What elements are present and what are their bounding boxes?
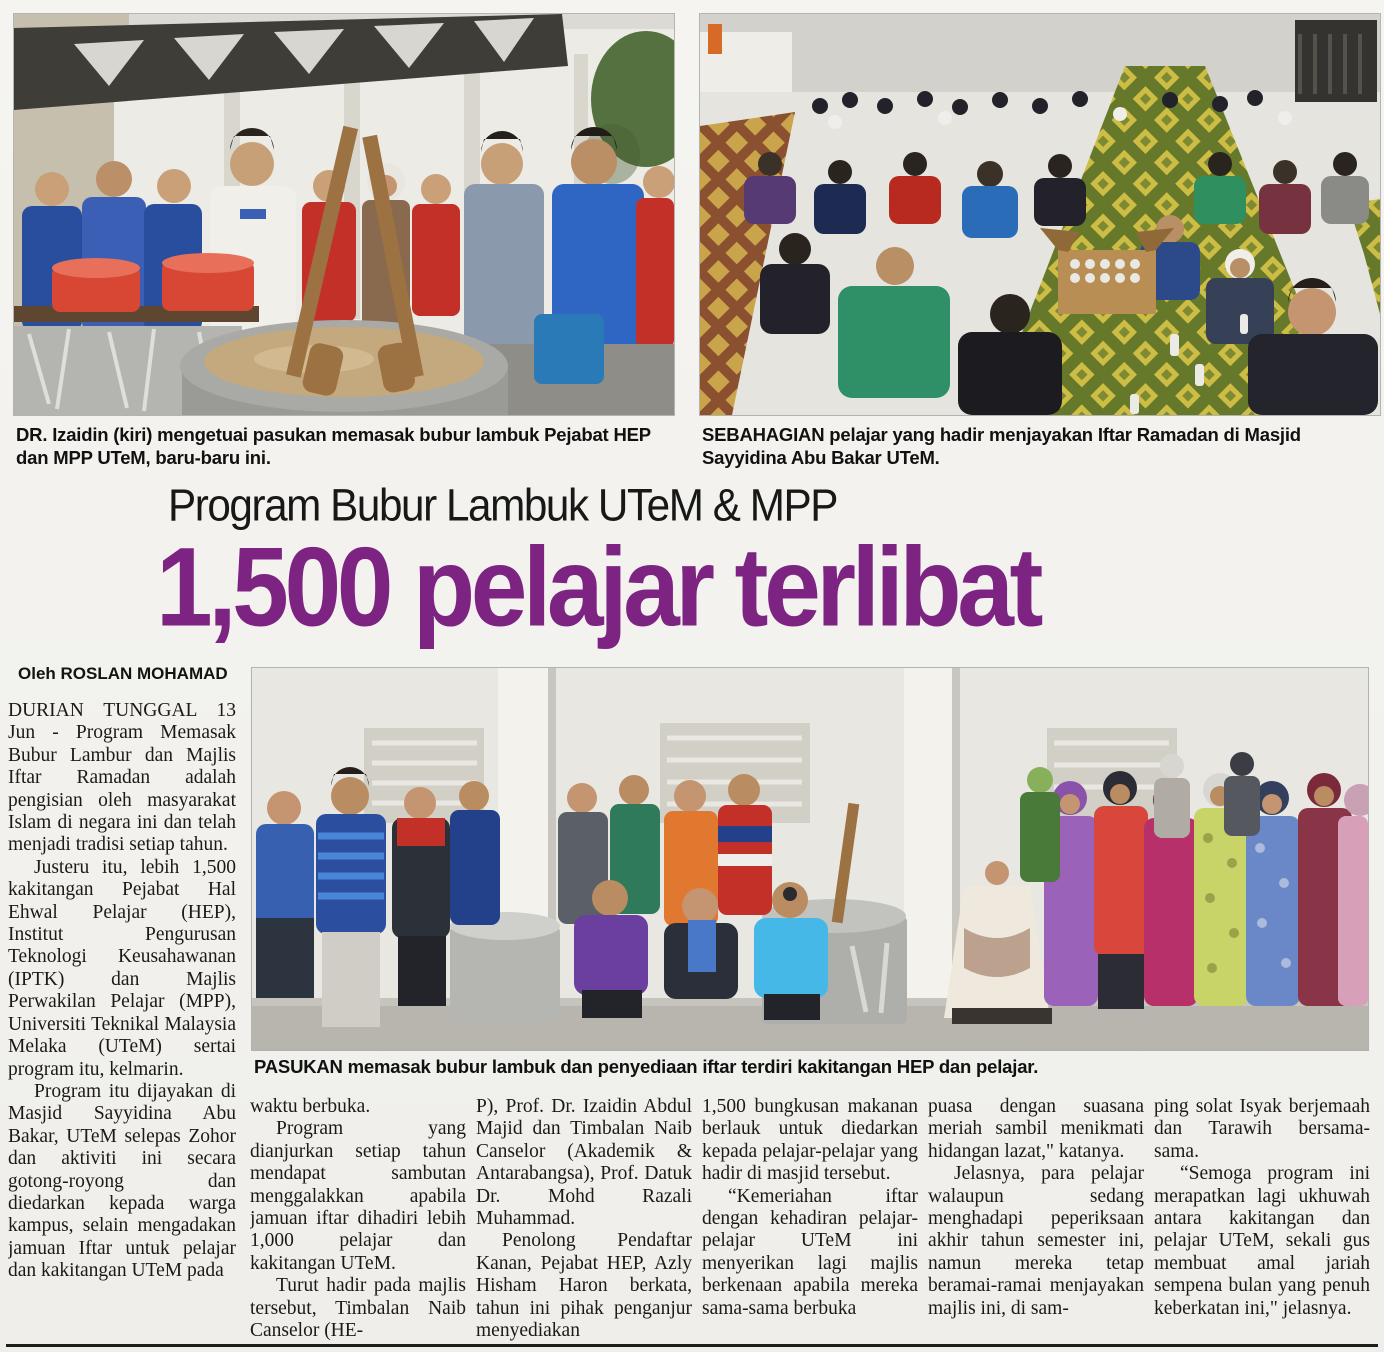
paragraph: Penolong Pendaftar Kanan, Pejabat HEP, Azly Hisham Haron berkata, tahun ini pihak penganjur menyediakan	[476, 1230, 692, 1342]
photo-caption-left: DR. Izaidin (kiri) mengetuai pasukan memasak bubur lambuk Pejabat HEP dan MPP UTeM, baru-baru ini.	[16, 424, 651, 468]
photo-iftar-crowd	[700, 14, 1380, 415]
photo-group-team-art	[252, 668, 1368, 1050]
headline-kicker: Program Bubur Lambuk UTeM & MPP	[168, 480, 838, 531]
paragraph: 1,500 bungkusan makanan berlauk untuk diedarkan kepada pelajar-pelajar yang hadir di masjid tersebut.	[702, 1096, 918, 1185]
article-column-2	[250, 1096, 466, 1344]
paragraph: Justeru itu, lebih 1,500 kakitangan Pejabat Hal Ehwal Pelajar (HEP), Institut Pengurusan Teknologi Keusahawanan (IPTK) dan Majlis Perwakilan Pelajar (MPP), Universiti Teknikal Malaysia Melaka (UTeM) sertai program itu, kelmarin.	[8, 856, 236, 1080]
photo-group-team	[252, 668, 1368, 1050]
cooking-pot	[180, 320, 508, 415]
paragraph: “Kemeriahan iftar dengan kehadiran pelajar-pelajar UTeM ini menyerikan lagi majlis berkenaan apabila mereka sama-sama berbuka	[702, 1185, 918, 1319]
paragraph: “Semoga program ini merapatkan lagi ukhuwah antara kakitangan dan pelajar UTeM, sekali gus membuat amal jariah sempena bulan yang penuh keberkatan ini," jelasnya.	[1154, 1163, 1370, 1319]
bottom-rule	[6, 1344, 1378, 1347]
paragraph: Program itu dijayakan di Masjid Sayyidina Abu Bakar, UTeM selepas Zohor dan aktiviti ini secara gotong-royong dan diedarkan kepada warga kampus, selain mengadakan jamuan Iftar untuk pelajar dan kakitangan UTeM pada	[8, 1080, 236, 1282]
paragraph: Turut hadir pada majlis tersebut, Timbalan Naib Canselor (HE-	[250, 1275, 466, 1342]
photo-cooking-team	[14, 14, 674, 415]
photo-iftar-crowd-art	[700, 14, 1380, 415]
paragraph: puasa dengan suasana meriah sambil menikmati hidangan lazat," katanya.	[928, 1096, 1144, 1162]
photo-caption-right: SEBAHAGIAN pelajar yang hadir menjayakan Iftar Ramadan di Masjid Sayyidina Abu Bakar UTeM.	[702, 424, 1301, 468]
paragraph: waktu berbuka.	[250, 1096, 371, 1117]
paragraph: ping solat Isyak berjemaah dan Tarawih bersama-sama.	[1154, 1096, 1370, 1162]
paragraph: DURIAN TUNGGAL 13 Jun - Program Memasak Bubur Lambur dan Majlis Iftar Ramadan adalah pengisian oleh masyarakat Islam di negara ini dan telah menjadi tradisi setiap tahun.	[8, 700, 236, 856]
paragraph: Jelasnya, para pelajar walaupun sedang menghadapi peperiksaan akhir tahun semester ini, namun mereka tetap beramai-ramai menjayakan majlis ini, di sam-	[928, 1163, 1144, 1319]
photo-caption-center: PASUKAN memasak bubur lambuk dan penyediaan iftar terdiri kakitangan HEP dan pelajar.	[254, 1056, 1039, 1077]
byline: Oleh ROSLAN MOHAMAD	[18, 664, 228, 683]
article-column-1	[8, 700, 236, 1344]
headline-main: 1,500 pelajar terlibat	[156, 525, 1040, 651]
paragraph: Program yang dianjurkan setiap tahun mendapat sambutan menggalakkan apabila jamuan iftar dihadiri lebih 1,000 pelajar dan kakitangan UTeM.	[250, 1118, 466, 1274]
article-column-3	[476, 1096, 692, 1344]
article-column-4	[702, 1096, 918, 1344]
article-column-5	[928, 1096, 1144, 1344]
article-column-6	[1154, 1096, 1370, 1344]
paragraph: P), Prof. Dr. Izaidin Abdul Majid dan Timbalan Naib Canselor (Akademik & Antarabangsa), Prof. Datuk Dr. Mohd Razali Muhammad.	[476, 1096, 692, 1230]
photo-cooking-team-art	[14, 14, 674, 415]
